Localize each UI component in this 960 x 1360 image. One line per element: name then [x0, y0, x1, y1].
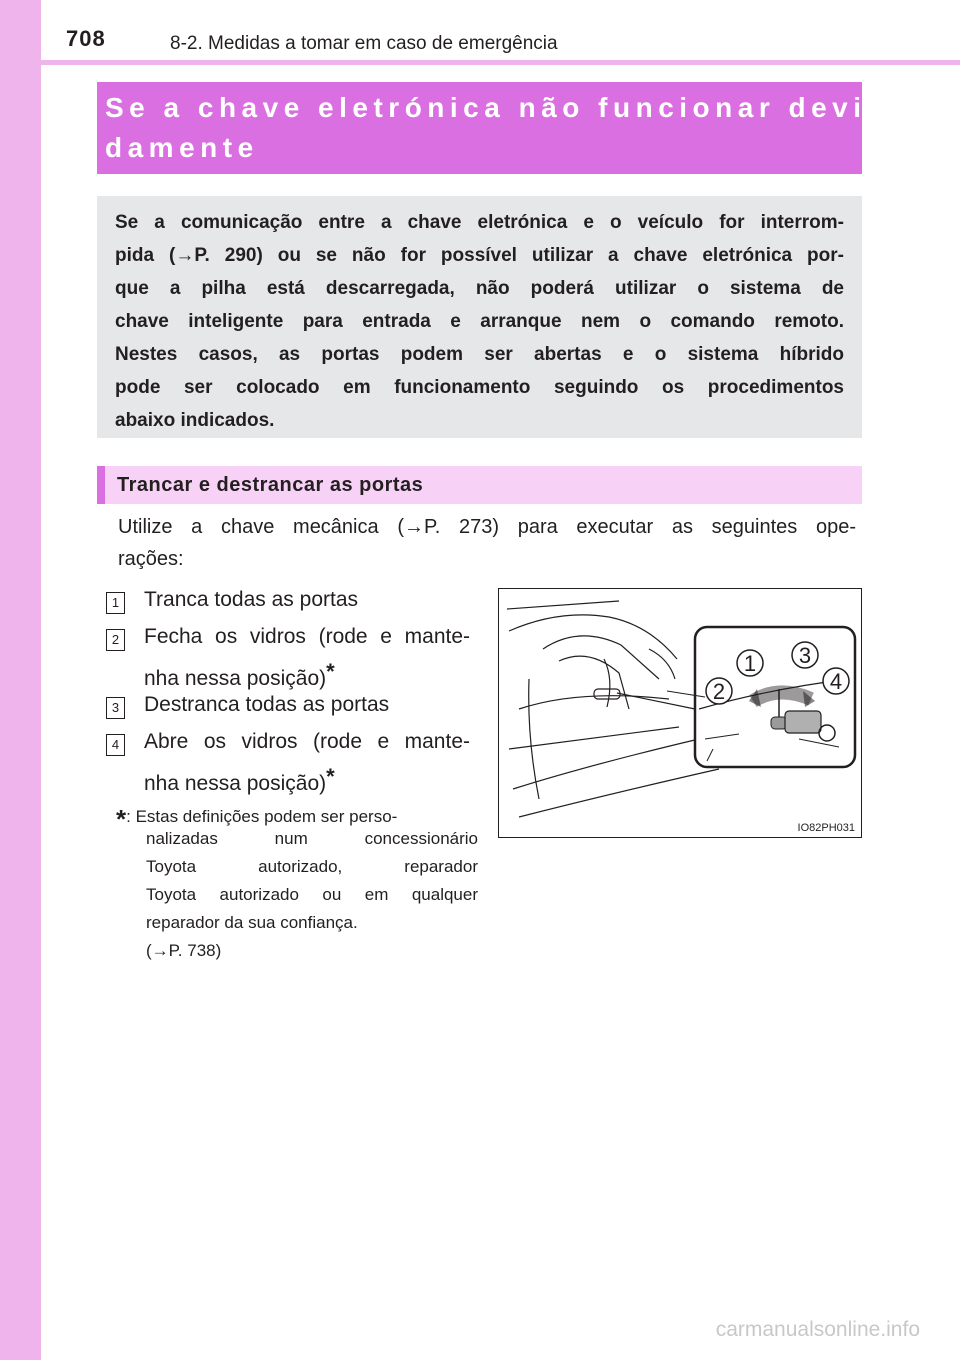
- footnote-line-6: (→P. 738): [146, 941, 222, 960]
- step-text-cont: nha nessa posição)*: [144, 659, 335, 690]
- header-rule: [41, 60, 960, 65]
- footnote-line-5: reparador da sua confiança.: [146, 913, 358, 932]
- step-text-cont: nha nessa posição)*: [144, 764, 335, 795]
- page-number: 708: [66, 26, 106, 51]
- footnote-line-4: Toyota autorizado ou em qualquer: [146, 885, 478, 904]
- footnote-line-2: nalizadas num concessionário: [146, 829, 478, 848]
- subsection-heading: [97, 466, 862, 504]
- step-text: Fecha os vidros (rode e mante-: [144, 625, 470, 648]
- intro-line: pida (→P. 290) ou se não for possível utilizar a chave eletrónica por-: [115, 245, 844, 266]
- footnote-mark: *: [326, 659, 335, 684]
- step-number: 2: [106, 629, 125, 651]
- footnote-line-3: Toyota autorizado, reparador: [146, 857, 478, 876]
- callout-1: 1: [743, 651, 757, 676]
- step-text: Tranca todas as portas: [144, 588, 358, 611]
- footnote-star: *: [116, 804, 127, 834]
- body-text-line-1: Utilize a chave mecânica (→P. 273) para executar as seguintes ope-: [118, 516, 856, 538]
- chapter-title: 8-2. Medidas a tomar em caso de emergência: [170, 33, 558, 54]
- watermark: carmanualsonline.info: [715, 1318, 920, 1341]
- step-text: Destranca todas as portas: [144, 693, 390, 716]
- intro-line: Se a comunicação entre a chave eletrónica e o veículo for interrom-: [115, 212, 844, 233]
- section-title-line-1: Se a chave eletrónica não funcionar devi-: [105, 92, 882, 123]
- intro-line: Nestes casos, as portas podem ser abertas e o sistema híbrido: [115, 344, 844, 365]
- intro-line: abaixo indicados.: [115, 410, 275, 431]
- figure-code: IO82PH031: [797, 822, 855, 834]
- intro-box: [97, 196, 862, 438]
- door-key-illustration: [498, 588, 862, 838]
- chapter-side-tab: [0, 0, 41, 1360]
- callout-4: 4: [829, 669, 843, 694]
- callout-3: 3: [798, 643, 812, 668]
- step-number: 1: [106, 592, 125, 614]
- step-text: Abre os vidros (rode e mante-: [144, 730, 470, 753]
- callout-2: 2: [712, 679, 726, 704]
- car-door-drawing: [499, 589, 861, 837]
- zoom-inset: [667, 627, 855, 767]
- footnote-mark: *: [326, 764, 335, 789]
- footnote-line-1: *: Estas definições podem ser perso-: [116, 804, 398, 834]
- body-text-line-2: rações:: [118, 548, 184, 570]
- step-number: 4: [106, 734, 125, 756]
- section-title-line-2: damente: [105, 132, 259, 163]
- section-title-banner: [97, 82, 882, 174]
- intro-line: chave inteligente para entrada e arranque nem o comando remoto.: [115, 311, 844, 332]
- subsection-title: Trancar e destrancar as portas: [117, 474, 424, 496]
- intro-line: pode ser colocado em funcionamento seguindo os procedimentos: [115, 377, 844, 398]
- intro-line: que a pilha está descarregada, não poderá utilizar o sistema de: [115, 278, 844, 299]
- step-number: 3: [106, 697, 125, 719]
